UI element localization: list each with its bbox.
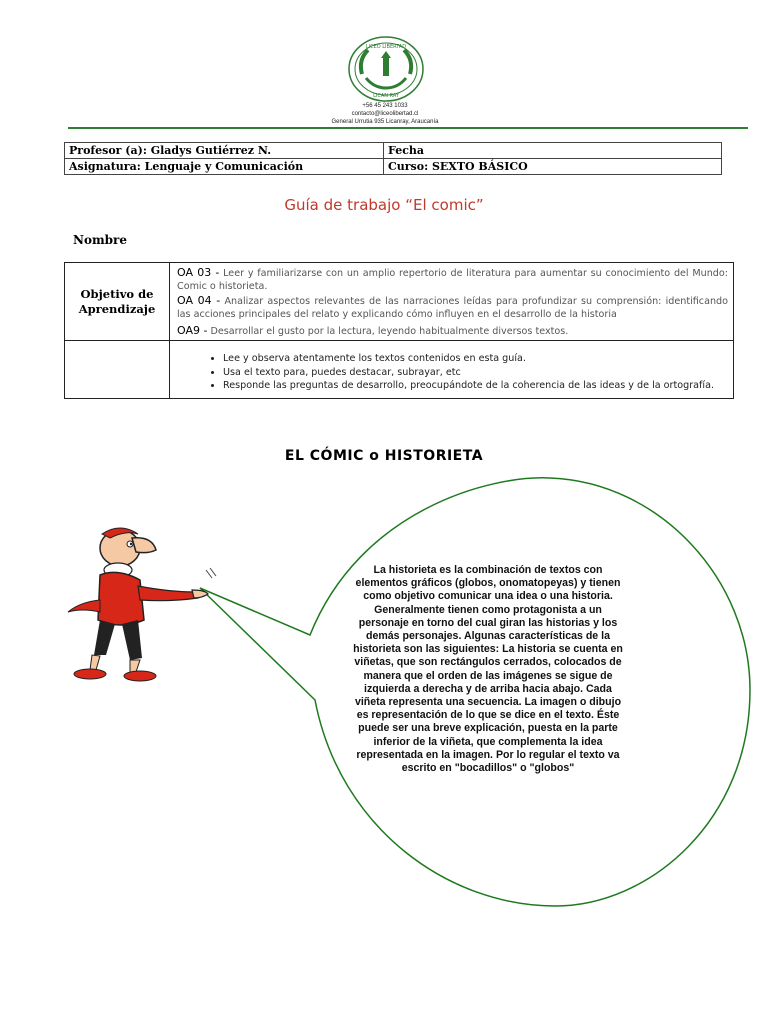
- school-logo: [348, 36, 424, 102]
- logo-bottom-text: LICAN RAY: [373, 93, 399, 99]
- instruction-item: • Usa el texto para, puedes destacar, subrayar, etc: [223, 366, 726, 380]
- condor-character-illustration: [60, 520, 210, 690]
- header-divider: [68, 127, 748, 129]
- objectives-cell: [170, 263, 734, 341]
- comic-heading: EL CÓMIC o HISTORIETA: [284, 448, 484, 464]
- objectives-table: [64, 262, 734, 399]
- objective-label: Objetivo de Aprendizaje: [65, 263, 170, 341]
- logo-ring-text: LICEO LIBERTAD: [365, 44, 407, 50]
- instruction-item: • Lee y observa atentamente los textos contenidos en esta guía.: [223, 352, 726, 366]
- contact-phone: +56 45 243 1033: [362, 103, 408, 109]
- instruction-item: • Responde las preguntas de desarrollo, preocupándote de la coherencia de las ideas y de la ortografía.: [223, 379, 726, 393]
- objective-item: OA 04 - Analizar aspectos relevantes de las narraciones leídas para profundizar su comprensión: identificando las acciones principales del relato y explicando cómo influyen en el desarrollo de la historia: [177, 294, 729, 320]
- bubble-text: La historieta es la combinación de textos con elementos gráficos (globos, onomatopeyas) y tienen como objetivo comunicar una idea o una historia. Generalmente tienen como protagonista a un personaje en torno del cual giran las historias y los demás personajes. Algunas características de la historieta son las siguientes: La historia se cuenta en viñetas, que son rectángulos cerrados, colocados de manera que el orden de las imágenes se sigue de izquierda a derecha y de arriba hacia abajo. Cada viñeta representa una secuencia. La imagen o dibujo es representación de lo que se dice en el texto. Éste puede ser una breve explicación, puesta en la parte inferior de la viñeta, que complementa la idea representada en la imagen. Por lo regular el texto va escrito en "bocadillos" o "globos": [353, 564, 623, 775]
- date-cell: Fecha: [384, 143, 722, 159]
- contact-address: General Urrutia 935 Licanray, Araucanía: [331, 119, 439, 125]
- objective-item: OA 03 - Leer y familiarizarse con un amplio repertorio de literatura para aumentar su conocimiento del Mundo: Comic o historieta.: [177, 266, 728, 292]
- empty-label-cell: [65, 341, 170, 399]
- instructions-list: [171, 352, 732, 393]
- name-label: Nombre: [73, 233, 128, 247]
- objective-item: OA9 - Desarrollar el gusto por la lectura, leyendo habitualmente diversos textos.: [177, 324, 569, 337]
- teacher-cell: Profesor (a): Gladys Gutiérrez N.: [65, 143, 384, 159]
- contact-email: contacto@liceolibertad.cl: [351, 111, 419, 117]
- instructions-cell: [170, 341, 734, 399]
- info-table: [64, 142, 722, 175]
- course-cell: Curso: SEXTO BÁSICO: [384, 159, 722, 175]
- subject-cell: Asignatura: Lenguaje y Comunicación: [65, 159, 384, 175]
- page-title: Guía de trabajo “El comic”: [284, 196, 484, 214]
